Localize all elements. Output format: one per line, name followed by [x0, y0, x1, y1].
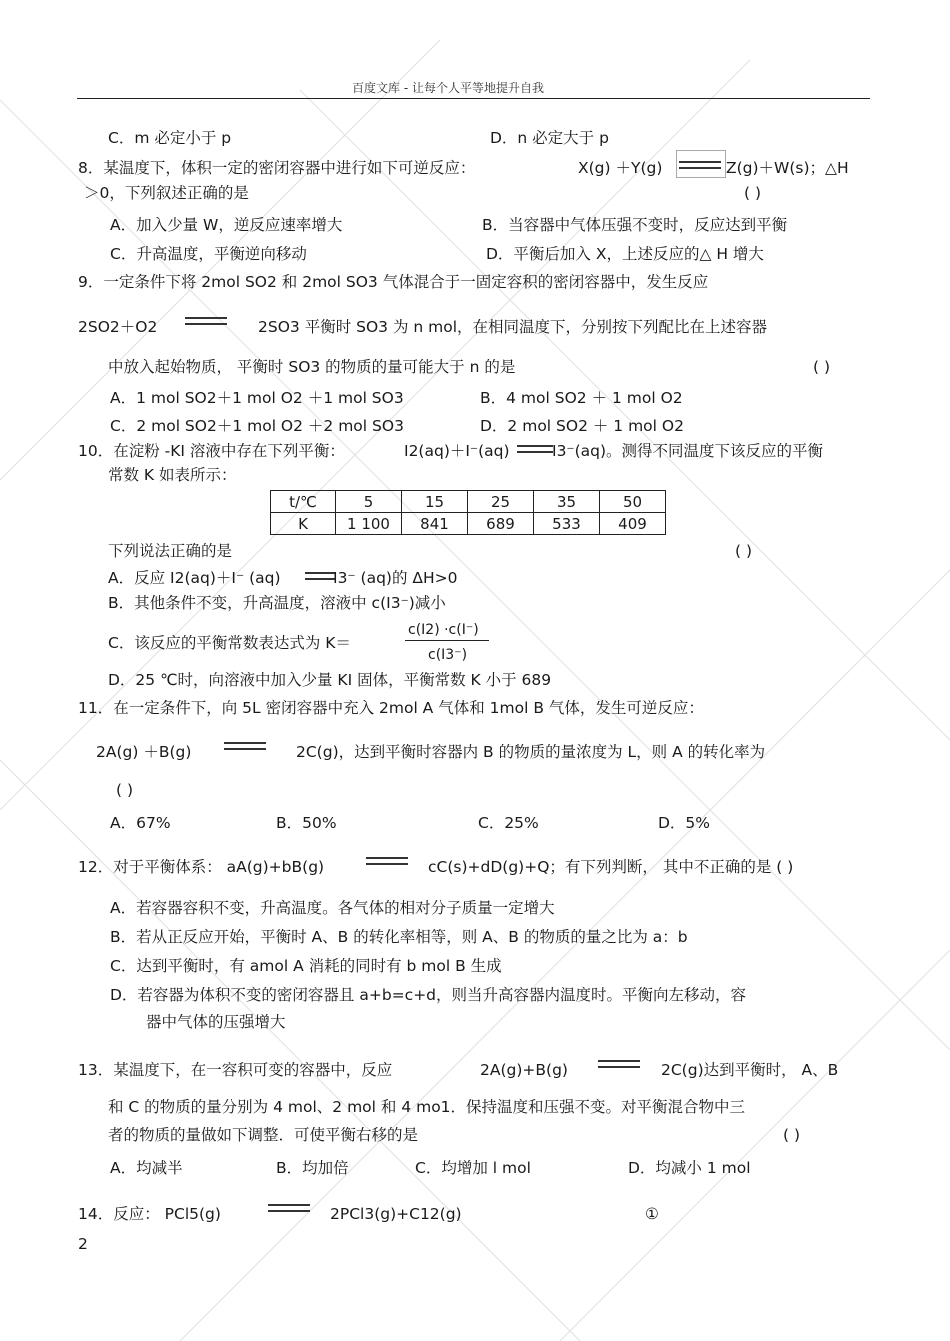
q13-option-c: C．均增加 l mol	[415, 1159, 531, 1177]
table-cell: 689	[468, 513, 534, 535]
q10-fraction-denominator: c(I3⁻)	[428, 647, 468, 663]
q10-option-a-right: I3⁻ (aq)的 ΔH>0	[333, 569, 458, 587]
table-cell: K	[271, 513, 336, 535]
q13-equation-left: 2A(g)+B(g)	[480, 1061, 568, 1079]
page-header: 百度文库 - 让每个人平等地提升自我	[352, 81, 544, 95]
q12-option-b: B．若从正反应开始，平衡时 A、B 的转化率相等，则 A、B 的物质的量之比为 a：b	[110, 928, 688, 946]
q12-stem-right: cC(s)+dD(g)+Q；有下列判断， 其中不正确的是 ( )	[428, 858, 794, 876]
q11-equilibrium-arrow	[222, 735, 268, 755]
q14-stem: 14．反应： PCl5(g)	[78, 1205, 221, 1223]
table-cell: 841	[402, 513, 468, 535]
q11-option-b: B．50%	[276, 814, 337, 832]
q9-option-a: A．1 mol SO2＋1 mol O2 ＋1 mol SO3	[110, 389, 404, 407]
q11-option-a: A．67%	[110, 814, 171, 832]
q12-stem: 12．对于平衡体系： aA(g)+bB(g)	[78, 858, 325, 876]
q8-equilibrium-arrow	[676, 150, 726, 178]
q10-option-c: C．该反应的平衡常数表达式为 K＝	[108, 634, 351, 652]
q12-option-d: D．若容器为体积不变的密闭容器且 a+b=c+d，则当升高容器内温度时。平衡向左移动，容	[110, 986, 747, 1004]
q10-stem-line3: 下列说法正确的是	[108, 542, 233, 560]
header-rule	[77, 98, 870, 99]
q9-option-b: B．4 mol SO2 ＋ 1 mol O2	[480, 389, 683, 407]
q9-equation-left: 2SO2＋O2	[78, 318, 158, 336]
q13-stem: 13．某温度下，在一容积可变的容器中，反应	[78, 1061, 393, 1079]
q12-option-a: A．若容器容积不变，升高温度。各气体的相对分子质量一定增大	[110, 899, 555, 917]
q10-option-b: B．其他条件不变，升高温度，溶液中 c(I3⁻)减小	[108, 594, 446, 612]
q8-option-c: C．升高温度，平衡逆向移动	[110, 245, 307, 263]
q10-stem: 10．在淀粉 -KI 溶液中存在下列平衡：	[78, 442, 345, 460]
q11-answer-paren: ( )	[116, 781, 134, 799]
table-cell: 409	[600, 513, 666, 535]
q9-stem-line3: 中放入起始物质， 平衡时 SO3 的物质的量可能大于 n 的是	[108, 358, 516, 376]
q13-equation-right: 2C(g)达到平衡时， A、B	[661, 1061, 839, 1079]
q10-fraction-numerator: c(I2) ·c(I⁻)	[408, 622, 479, 638]
table-header-row	[271, 491, 666, 513]
q9-equilibrium-arrow	[183, 310, 229, 330]
q8-stem-line2: ＞0，下列叙述正确的是	[84, 184, 249, 202]
page-number: 2	[78, 1235, 88, 1253]
table-cell: 25	[468, 491, 534, 513]
table-row	[271, 513, 666, 535]
q10-option-d: D．25 ℃时，向溶液中加入少量 KI 固体，平衡常数 K 小于 689	[108, 671, 552, 689]
table-cell: 5	[336, 491, 402, 513]
q11-equation-left: 2A(g) ＋B(g)	[96, 743, 192, 761]
q13-option-d: D．均减小 1 mol	[628, 1159, 751, 1177]
table-cell: 533	[534, 513, 600, 535]
q8-stem: 8．某温度下，体积一定的密闭容器中进行如下可逆反应：	[78, 159, 476, 177]
q8-option-b: B．当容器中气体压强不变时，反应达到平衡	[482, 216, 788, 234]
q14-equation-right: 2PCl3(g)+C12(g)	[330, 1205, 462, 1223]
q9-stem: 9．一定条件下将 2mol SO2 和 2mol SO3 气体混合于一固定容积的密闭容器中，发生反应	[78, 273, 709, 291]
q8-equation-left: X(g) ＋Y(g)	[578, 159, 663, 177]
q8-option-d: D．平衡后加入 X，上述反应的△ H 增大	[486, 245, 764, 263]
q9-answer-paren: ( )	[813, 358, 831, 376]
table-cell: 15	[402, 491, 468, 513]
q14-marker: ①	[645, 1205, 659, 1223]
table-cell: 1 100	[336, 513, 402, 535]
q12-equilibrium-arrow	[364, 850, 410, 870]
q13-answer-paren: ( )	[783, 1126, 801, 1144]
q10-answer-paren: ( )	[735, 542, 753, 560]
table-cell: t/℃	[271, 491, 336, 513]
q10-equilibrium-arrow	[515, 438, 555, 458]
q9-option-d: D．2 mol SO2 ＋ 1 mol O2	[480, 417, 684, 435]
q12-option-d-line2: 器中气体的压强增大	[146, 1013, 286, 1031]
table-cell: 35	[534, 491, 600, 513]
q9-option-c: C．2 mol SO2＋1 mol O2 ＋2 mol SO3	[110, 417, 404, 435]
q8-option-a: A．加入少量 W，逆反应速率增大	[110, 216, 343, 234]
q13-stem-line2: 和 C 的物质的量分别为 4 mol、2 mol 和 4 mo1．保持温度和压强不变。对平衡混合物中三	[108, 1098, 746, 1116]
q13-option-a: A．均减半	[110, 1159, 183, 1177]
q13-option-b: B．均加倍	[276, 1159, 349, 1177]
q10-option-a-left: A．反应 I2(aq)＋I⁻ (aq)	[108, 569, 281, 587]
q14-equilibrium-arrow	[266, 1197, 312, 1217]
q8-answer-paren: ( )	[744, 184, 762, 202]
q11-stem-line2: 2C(g)，达到平衡时容器内 B 的物质的量浓度为 L，则 A 的转化率为	[296, 743, 766, 761]
q9-stem-line2: 2SO3 平衡时 SO3 为 n mol，在相同温度下，分别按下列配比在上述容器	[258, 318, 768, 336]
q7-option-d: D．n 必定大于 p	[490, 129, 609, 147]
q10-equation-right: I3⁻(aq)。测得不同温度下该反应的平衡	[552, 442, 824, 460]
q7-option-c: C．m 必定小于 p	[108, 129, 232, 147]
table-cell: 50	[600, 491, 666, 513]
q13-equilibrium-arrow	[596, 1053, 642, 1073]
q10-option-a-arrow	[303, 565, 337, 585]
q11-option-d: D．5%	[658, 814, 711, 832]
q10-stem-line2: 常数 K 如表所示：	[108, 466, 237, 484]
q11-stem: 11．在一定条件下，向 5L 密闭容器中充入 2mol A 气体和 1mol B 气体，发生可逆反应：	[78, 699, 704, 717]
q10-equation-left: I2(aq)＋I⁻(aq)	[404, 442, 510, 460]
q8-equation-right: Z(g)＋W(s)；△H	[726, 159, 849, 177]
q12-option-c: C．达到平衡时，有 amol A 消耗的同时有 b mol B 生成	[110, 957, 502, 975]
fraction-bar	[405, 640, 489, 641]
equilibrium-constant-table	[270, 490, 666, 535]
q11-option-c: C．25%	[478, 814, 539, 832]
q13-stem-line3: 者的物质的量做如下调整．可使平衡右移的是	[108, 1126, 419, 1144]
